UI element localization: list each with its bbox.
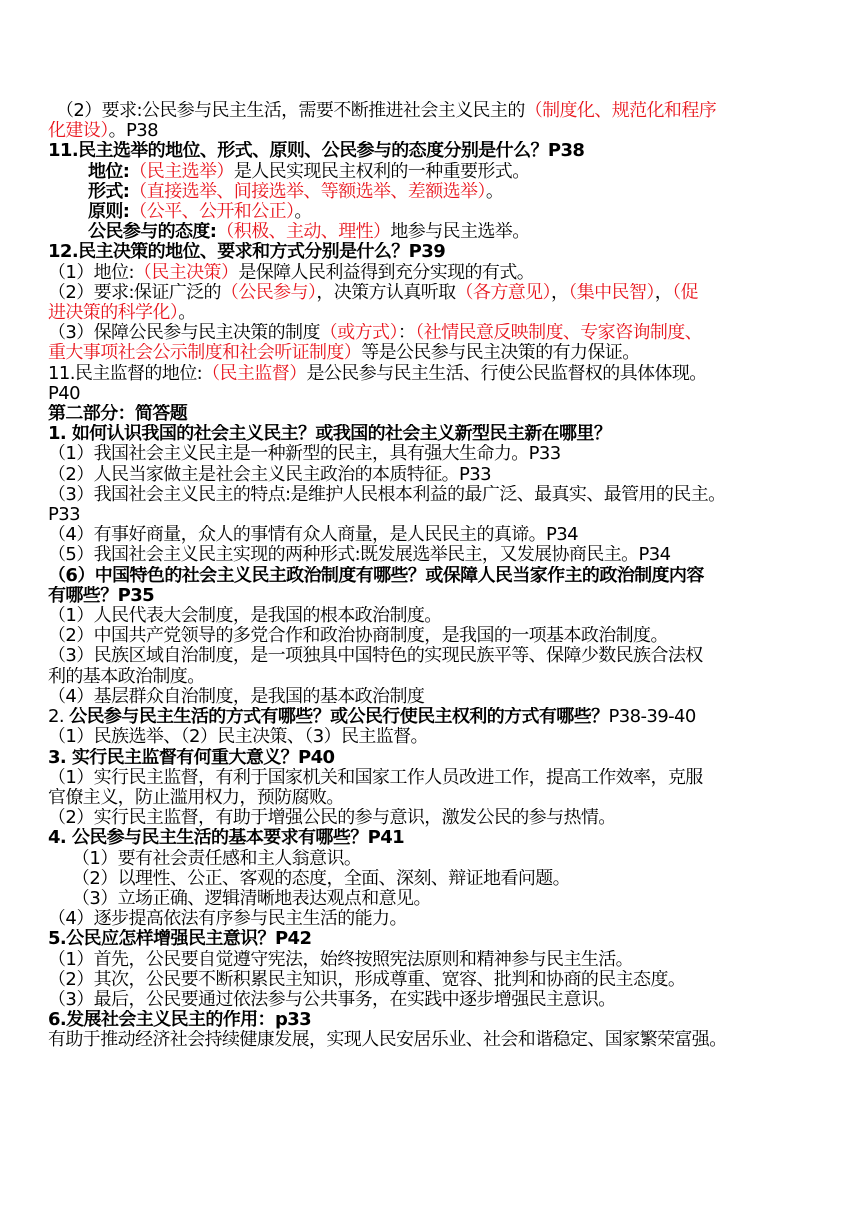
body-text: （2）要求:保证广泛的 [48,282,221,303]
body-text: 官僚主义，防止滥用权力，预防腐败。 [48,787,344,808]
text-line [48,444,816,464]
text-line [48,788,816,808]
text-line [48,101,816,121]
body-text: 有助于推动经济社会持续健康发展，实现人民安居乐业、社会和谐稳定、国家繁荣富强。 [48,1030,727,1051]
text-line [48,646,816,666]
body-text: 是保障人民利益得到充分实现的有式。 [238,262,535,283]
body-text: P38-39-40 [608,707,696,728]
heading-text: 12.民主决策的地位、要求和方式分别是什么？P39 [48,242,446,263]
body-text: 利的基本政治制度。 [48,666,205,687]
answer-text: 重大事项社会公示制度和社会听证制度） [48,343,362,364]
body-text: 等是公民参与民主决策的有力保证。 [361,343,640,364]
text-line [48,424,816,444]
text-line [48,465,816,485]
heading-text: 公民参与的态度: [88,222,217,243]
text-line [48,748,816,768]
answer-text: （公平、公开和公正） [129,202,295,223]
text-line [48,667,816,687]
body-text: （2）以理性、公正、客观的态度，全面、深刻、辩证地看问题。 [72,868,571,889]
text-line [48,364,816,384]
body-text: （3）保障公民参与民主决策的制度 [48,323,320,344]
text-line [48,889,816,909]
text-line [48,849,816,869]
answer-text: 化建设） [48,121,109,142]
body-text: （4）有事好商量，众人的事情有众人商量，是人民民主的真谛。P34 [48,525,579,546]
body-text: ，决策方认真听取 [316,282,456,303]
text-line [48,182,816,202]
text-line [48,222,816,242]
text-line [48,323,816,343]
text-line [48,525,816,545]
answer-text: （促 [672,282,698,303]
heading-text: 地位: [88,161,130,182]
body-text: 。 [178,303,196,324]
body-text: 地参与民主选举。 [390,222,530,243]
body-text: P33 [48,505,80,526]
answer-text: （制度化、规范化和程序 [524,101,717,121]
body-text: （4）基层群众自治制度，是我国的基本政治制度 [48,686,425,707]
body-text: （2）中国共产党领导的多党合作和政治协商制度，是我国的一项基本政治制度。 [48,626,668,647]
text-line [48,384,816,404]
text-line [48,687,816,707]
answer-text: （民主监督） [202,363,307,384]
body-text: 。P38 [108,121,158,142]
body-text: （1）实行民主监督，有利于国家机关和国家工作人员改进工作，提高工作效率，克服 [48,767,703,788]
body-text: （1）人民代表大会制度，是我国的根本政治制度。 [48,606,442,627]
body-text: 11.民主监督的地位: [48,363,203,384]
body-text: （4）逐步提高依法有序参与民主生活的能力。 [48,909,407,930]
answer-text: （公民参与） [220,282,317,303]
body-text: （1）首先，公民要自觉遵守宪法，始终按照宪法原则和精神参与民主生活。 [48,949,634,970]
text-line [48,303,816,323]
text-line [48,909,816,929]
text-line [48,485,816,505]
answer-text: （积极、主动、理性） [216,222,391,243]
answer-text: （集中民智） [568,282,655,303]
text-line [48,263,816,283]
text-line [48,727,816,747]
text-line [48,586,816,606]
heading-text: 3. 实行民主监督有何重大意义？P40 [48,747,335,768]
answer-text: （民主决策） [133,262,239,283]
heading-text: 形式: [88,181,130,202]
heading-text: 原则: [88,202,130,223]
body-text: P40 [48,383,80,404]
body-text: 。 [485,181,504,202]
answer-text: （或方式） [319,323,398,344]
heading-text: 11.民主选举的地位、形式、原则、公民参与的态度分别是什么？P38 [48,141,585,162]
heading-text: 4. 公民参与民主生活的基本要求有哪些？P41 [48,828,405,849]
body-text: （1）我国社会主义民主是一种新型的民主，具有强大生命力。P33 [48,444,561,465]
text-line [48,545,816,565]
body-text: 是人民实现民主权利的一种重要形式。 [233,161,530,182]
text-line [48,121,816,141]
body-text: 是公民参与民主生活、行使公民监督权的具体体现。 [306,363,707,384]
text-line [48,283,816,303]
text-line [48,404,816,424]
text-line [48,828,816,848]
body-text: ， [654,282,673,303]
text-line [48,808,816,828]
body-text: 2. [48,707,70,728]
body-text: （1）要有社会责任感和主人翁意识。 [72,848,362,869]
heading-text: 有哪些？P35 [48,585,155,606]
answer-text: （社情民意反映制度、专家咨询制度、 [415,323,703,344]
body-text: （2）要求:公民参与民主生活，需要不断推进社会主义民主的 [56,101,525,121]
body-text: （3）我国社会主义民主的特点:是维护人民根本利益的最广泛、最真实、最管用的民主。 [48,484,726,505]
body-text: （1）民族选举、（2）民主决策、（3）民主监督。 [48,727,428,748]
heading-text: 第二部分：简答题 [48,404,188,425]
text-line [48,929,816,949]
answer-text: 进决策的科学化） [48,303,179,324]
text-line [48,950,816,970]
body-text: 。 [294,202,312,223]
text-line [48,707,816,727]
text-line [48,1030,816,1050]
text-line [48,626,816,646]
body-text: （2）其次，公民要不断积累民主知识，形成尊重、宽容、批判和协商的民主态度。 [48,969,686,990]
body-text: （2）人民当家做主是社会主义民主政治的本质特征。P33 [48,464,492,485]
heading-text: 公民参与民主生活的方式有哪些？或公民行使民主权利的方式有哪些？ [69,707,609,728]
document-body [48,101,816,1051]
body-text: （1）地位: [48,262,134,283]
answer-text: （各方意见） [455,282,551,303]
body-text: ： [397,323,416,344]
text-line [48,768,816,788]
text-line [48,990,816,1010]
text-line [48,970,816,990]
text-line [48,505,816,525]
body-text: ， [550,282,569,303]
answer-text: （民主选举） [129,161,234,182]
text-line [48,202,816,222]
text-line [48,162,816,182]
text-line [48,343,816,363]
text-line [48,242,816,262]
body-text: （3）立场正确、逻辑清晰地表达观点和意见。 [72,888,431,909]
text-line [48,606,816,626]
body-text: （2）实行民主监督，有助于增强公民的参与意识，激发公民的参与热情。 [48,808,616,829]
heading-text: 1. 如何认识我国的社会主义民主？或我国的社会主义新型民主新在哪里？ [48,424,612,445]
text-line [48,1010,816,1030]
body-text: （3）最后，公民要通过依法参与公共事务，在实践中逐步增强民主意识。 [48,989,616,1010]
answer-text: （直接选举、间接选举、等额选举、差额选举） [129,181,486,202]
text-line [48,566,816,586]
body-text: （5）我国社会主义民主实现的两种形式:既发展选举民主，又发展协商民主。P34 [48,545,671,566]
heading-text: 6.发展社会主义民主的作用：p33 [48,1010,312,1031]
heading-text: （6）中国特色的社会主义民主政治制度有哪些？或保障人民当家作主的政治制度内容 [48,565,704,586]
text-line [48,141,816,161]
heading-text: 5.公民应怎样增强民主意识？P42 [48,929,312,950]
text-line [48,869,816,889]
body-text: （3）民族区域自治制度，是一项独具中国特色的实现民族平等、保障少数民族合法权 [48,646,703,667]
